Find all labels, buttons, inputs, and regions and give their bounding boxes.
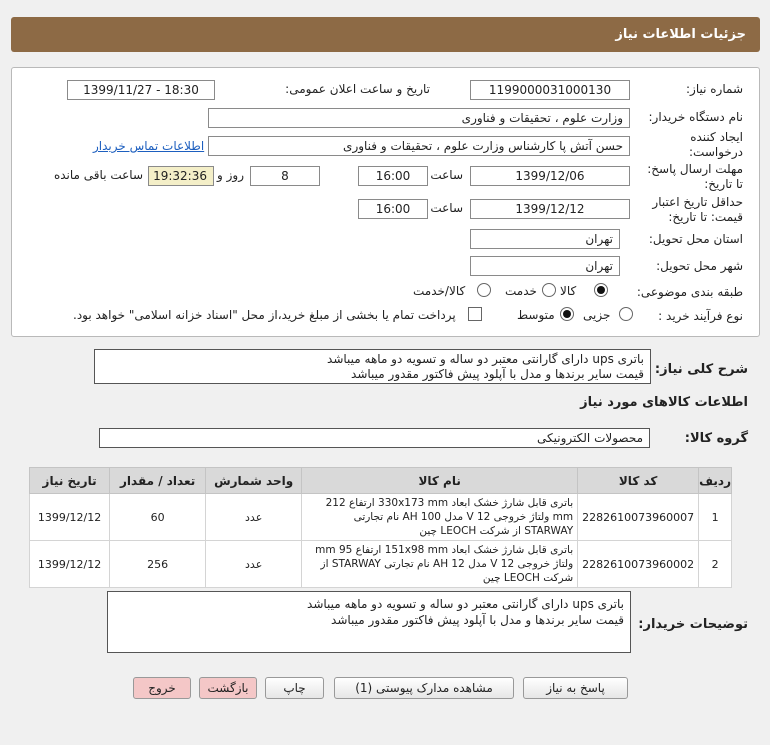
- need-number-field: 1199000031000130: [470, 80, 630, 100]
- category-service-label: خدمت: [505, 284, 537, 298]
- city-field: تهران: [470, 256, 620, 276]
- attachments-button[interactable]: مشاهده مدارک پیوستی (1): [334, 677, 514, 699]
- item-qty: 256: [110, 541, 206, 588]
- summary-label: شرح کلی نیاز:: [654, 362, 748, 377]
- row-number: 2: [699, 541, 732, 588]
- category-label: طبقه بندی موضوعی:: [636, 285, 743, 299]
- validity-label-2: قیمت: تا تاریخ:: [668, 210, 743, 224]
- process-label: نوع فرآیند خرید :: [658, 309, 743, 323]
- deadline-label-2: تا تاریخ:: [704, 177, 743, 191]
- province-field: تهران: [470, 229, 620, 249]
- goods-group-label: گروه کالا:: [684, 431, 748, 446]
- deadline-time-label: ساعت: [430, 168, 463, 182]
- validity-date-field: 1399/12/12: [470, 199, 630, 219]
- items-table: [29, 467, 732, 588]
- category-service-radio[interactable]: [542, 283, 556, 297]
- item-code: 2282610073960002: [578, 541, 699, 588]
- deadline-label-1: مهلت ارسال پاسخ:: [647, 162, 743, 176]
- category-goods-radio[interactable]: [594, 283, 608, 297]
- buyer-org-field: وزارت علوم ، تحقیقات و فناوری: [208, 108, 630, 128]
- treasury-payment-note: پرداخت تمام یا بخشی از مبلغ خرید،از محل "اسناد خزانه اسلامی" خواهد بود.: [73, 308, 456, 322]
- reply-button[interactable]: پاسخ به نیاز: [523, 677, 628, 699]
- col-date: تاریخ نیاز: [30, 468, 110, 494]
- announce-field: 1399/11/27 - 18:30: [67, 80, 215, 100]
- creator-label-2: درخواست:: [689, 145, 743, 159]
- deadline-date-field: 1399/12/06: [470, 166, 630, 186]
- province-label: استان محل تحویل:: [648, 232, 743, 246]
- item-code: 2282610073960007: [578, 494, 699, 541]
- col-name: نام کالا: [302, 468, 578, 494]
- city-label: شهر محل تحویل:: [656, 259, 743, 273]
- exit-button[interactable]: خروج: [133, 677, 191, 699]
- row-number: 1: [699, 494, 732, 541]
- goods-group-field: محصولات الکترونیکی: [99, 428, 650, 448]
- summary-box: [94, 349, 651, 384]
- buyer-notes-box: [107, 591, 631, 653]
- validity-label-1: حداقل تاریخ اعتبار: [652, 195, 743, 209]
- remaining-label: ساعت باقی مانده: [53, 168, 143, 182]
- item-date: 1399/12/12: [30, 541, 110, 588]
- table-row: [30, 541, 732, 588]
- days-field: 8: [250, 166, 320, 186]
- buyer-notes-line-1: باتری ups دارای گارانتی معتبر دو ساله و تسویه دو ماهه میباشد: [307, 597, 624, 611]
- process-medium-label: متوسط: [517, 308, 555, 322]
- process-minor-radio[interactable]: [619, 307, 633, 321]
- col-unit: واحد شمارش: [206, 468, 302, 494]
- remaining-time-field: 19:32:36: [148, 166, 214, 186]
- process-medium-radio[interactable]: [560, 307, 574, 321]
- need-number-label: شماره نیاز:: [686, 82, 743, 96]
- summary-line-2: قیمت سایر برندها و مدل با آپلود پیش فاکتور مقدور میباشد: [351, 367, 644, 381]
- col-row: ردیف: [699, 468, 732, 494]
- category-goods-label: کالا: [560, 284, 577, 298]
- col-code: کد کالا: [578, 468, 699, 494]
- deadline-time-field: 16:00: [358, 166, 428, 186]
- table-row: [30, 494, 732, 541]
- buyer-notes-line-2: قیمت سایر برندها و مدل با آپلود پیش فاکتور مقدور میباشد: [331, 613, 624, 627]
- contact-info-link[interactable]: اطلاعات تماس خریدار: [93, 139, 205, 153]
- goods-info-title: اطلاعات کالاهای مورد نیاز: [580, 395, 748, 410]
- summary-line-1: باتری ups دارای گارانتی معتبر دو ساله و تسویه دو ماهه میباشد: [327, 352, 644, 366]
- validity-time-label: ساعت: [430, 201, 463, 215]
- validity-time-field: 16:00: [358, 199, 428, 219]
- treasury-payment-checkbox[interactable]: [468, 307, 482, 321]
- item-qty: 60: [110, 494, 206, 541]
- item-date: 1399/12/12: [30, 494, 110, 541]
- item-unit: عدد: [206, 494, 302, 541]
- page-header: [11, 17, 760, 52]
- item-unit: عدد: [206, 541, 302, 588]
- process-minor-label: جزیی: [583, 308, 611, 322]
- buyer-notes-label: توضیحات خریدار:: [638, 617, 748, 632]
- creator-label-1: ایجاد کننده: [690, 130, 743, 144]
- announce-label: تاریخ و ساعت اعلان عمومی:: [285, 82, 430, 96]
- category-goods-service-radio[interactable]: [477, 283, 491, 297]
- creator-field: حسن آتش پا کارشناس وزارت علوم ، تحقیقات و فناوری: [208, 136, 630, 156]
- days-label: روز و: [217, 168, 244, 182]
- item-name: باتری قابل شارژ خشک ابعاد 330x173 mm ارتفاع 212 mm ولتاژ خروجی 12 V مدل AH 100 نام تجارتی STARWAY از شرکت LEOCH چین: [302, 494, 578, 541]
- item-name: باتری قابل شارژ خشک ابعاد 151x98 mm ارتفاع 95 mm ولتاژ خروجی 12 V مدل AH 12 نام تجارتی STARWAY از شرکت LEOCH چین: [302, 541, 578, 588]
- buyer-org-label: نام دستگاه خریدار:: [648, 110, 743, 124]
- page-title: جزئیات اطلاعات نیاز: [615, 27, 746, 42]
- col-qty: تعداد / مقدار: [110, 468, 206, 494]
- category-goods-service-label: کالا/خدمت: [413, 284, 466, 298]
- print-button[interactable]: چاپ: [265, 677, 324, 699]
- back-button[interactable]: بازگشت: [199, 677, 257, 699]
